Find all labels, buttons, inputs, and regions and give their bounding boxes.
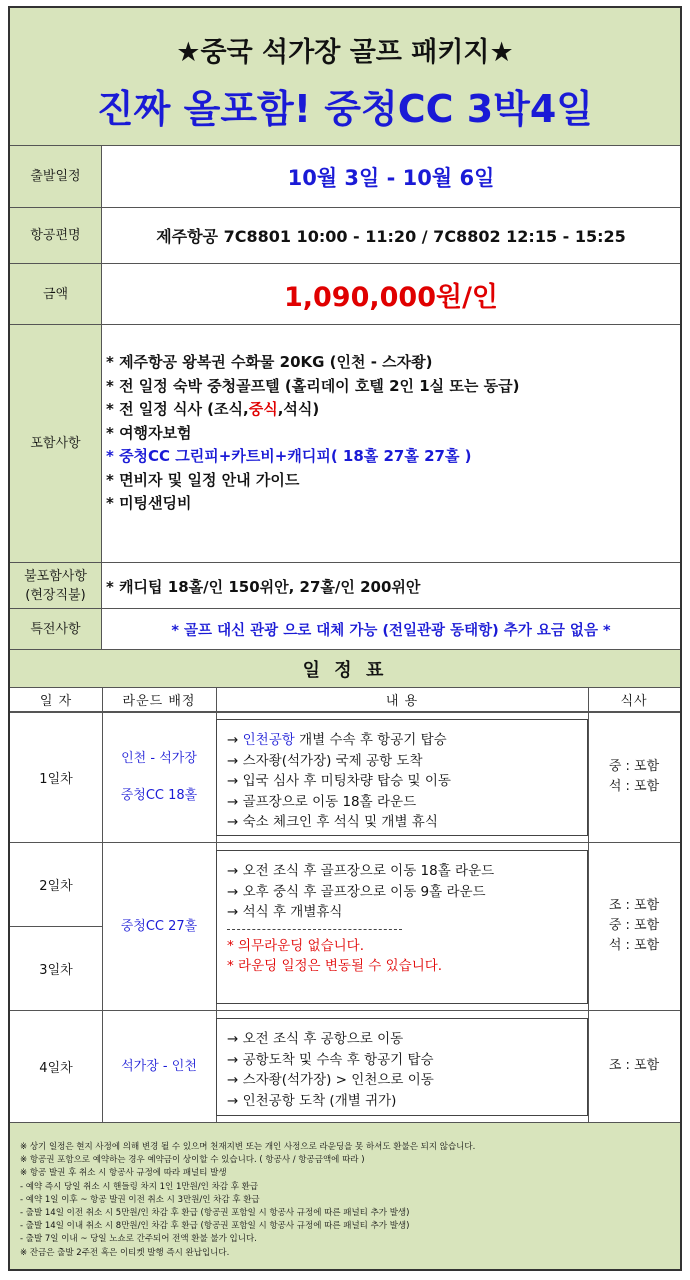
title-banner	[10, 8, 680, 146]
include-item: * 전 일정 식사 (조식,중식,석식)	[106, 400, 320, 418]
dashed-divider	[227, 929, 402, 930]
schedule-title: 일 정 표	[10, 650, 680, 688]
col-header-round: 라운드 배정	[102, 688, 216, 712]
schedule-note: * 라운딩 일정은 변동될 수 있습니다.	[227, 958, 443, 974]
day1-label: 1일차	[39, 771, 73, 787]
schedule-line: → 인천공항 도착 (개별 귀가)	[227, 1092, 397, 1109]
note-line: - 출발 7일 이내 ~ 당일 노쇼로 간주되어 전액 환불 불가 입니다.	[20, 1234, 257, 1245]
departure-label: 출발일정	[10, 146, 102, 207]
flight-label: 항공편명	[10, 208, 102, 263]
include-item: * 제주항공 왕복권 수화물 20KG (인천 - 스자좡)	[106, 353, 433, 371]
day23-meals: 조 : 포함 중 : 포함 석 : 포함	[608, 898, 660, 953]
includes-list	[106, 351, 519, 516]
schedule-line: → 공항도착 및 수속 후 항공기 탑승	[227, 1051, 434, 1068]
schedule-line: → 오전 조식 후 공항으로 이동	[227, 1031, 404, 1047]
departure-value: 10월 3일 - 10월 6일	[287, 165, 495, 190]
col-header-content: 내 용	[216, 688, 588, 712]
schedule-line: → 석식 후 개별휴식	[227, 904, 343, 920]
price-label: 금액	[10, 264, 102, 324]
schedule-line: → 스자좡(석가장) > 인천으로 이동	[227, 1072, 434, 1088]
day1-content	[216, 719, 588, 836]
schedule-line: → 골프장으로 이동 18홀 라운드	[227, 793, 417, 810]
special-row	[10, 609, 680, 650]
page-title: ★중국 석가장 골프 패키지★	[176, 37, 514, 68]
note-line: ※ 항공권 포함으로 예약하는 경우 예약금이 상이할 수 있습니다. ( 항공사 / 항공금액에 따라 )	[20, 1155, 365, 1166]
price-value: 1,090,000원/인	[283, 281, 499, 313]
day1-meals: 중 : 포함 석 : 포함	[608, 759, 660, 794]
day4-route: 석가장 - 인천	[121, 1058, 197, 1074]
day4-label: 4일차	[39, 1060, 73, 1076]
include-item: * 미팅샌딩비	[106, 494, 192, 512]
schedule-line: → 스자좡(석가장) 국제 공항 도착	[227, 752, 423, 769]
day1-route: 인천 - 석가장 중청CC 18홀	[120, 751, 198, 803]
col-header-day: 일 자	[10, 688, 102, 712]
note-line: - 출발 14일 이내 취소 시 8만원/인 차감 후 환급 (항공권 포함일 시 항공사 규정에 따른 패널티 추가 발생)	[20, 1221, 410, 1232]
day4-meals: 조 : 포함	[608, 1058, 660, 1073]
note-line: - 출발 14일 이전 취소 시 5만원/인 차감 후 환급 (항공권 포함일 시 항공사 규정에 따른 패널티 추가 발생)	[20, 1208, 410, 1219]
excludes-value: * 캐디팁 18홀/인 150위안, 27홀/인 200위안	[106, 578, 421, 596]
excludes-label: 불포함사항 (현장직불)	[10, 563, 102, 608]
schedule-line: → 인천공항 개별 수속 후 항공기 탑승	[227, 732, 447, 748]
schedule-line: → 입국 심사 후 미팅차량 탑승 및 이동	[227, 773, 451, 789]
flight-row	[10, 208, 680, 264]
include-item: * 여행자보험	[106, 423, 192, 442]
include-item: * 중청CC 그린피+카트비+캐디피( 18홀 27홀 27홀 )	[106, 447, 472, 465]
excludes-row	[10, 563, 680, 609]
note-line: - 예약 1일 이후 ~ 항공 발권 이전 취소 시 3만원/인 차감 후 환급	[20, 1194, 260, 1205]
schedule-note: * 의무라운딩 없습니다.	[227, 937, 364, 954]
special-label: 특전사항	[10, 609, 102, 649]
schedule-line: → 오후 중식 후 골프장으로 이동 9홀 라운드	[227, 883, 486, 900]
include-item: * 전 일정 숙박 중청골프텔 (홀리데이 호텔 2인 1실 또는 동급)	[106, 376, 520, 395]
price-row	[10, 264, 680, 325]
flight-value: 제주항공 7C8801 10:00 - 11:20 / 7C8802 12:15 - 15:25	[156, 227, 626, 246]
package-flyer	[8, 6, 682, 1271]
package-headline: 진짜 올포함! 중청CC 3박4일	[96, 87, 594, 131]
includes-label: 포함사항	[10, 325, 102, 562]
schedule-line: → 오전 조식 후 골프장으로 이동 18홀 라운드	[227, 863, 495, 879]
departure-row	[10, 146, 680, 208]
day23-route: 중청CC 27홀	[120, 918, 198, 934]
note-line: ※ 상기 일정은 현지 사정에 의해 변경 될 수 있으며 천재지변 또는 개인 사정으로 라운딩을 못 하셔도 환불은 되지 않습니다.	[20, 1142, 476, 1152]
terms-notes	[10, 1122, 680, 1269]
col-header-meal: 식사	[588, 688, 680, 712]
day23-content	[216, 850, 588, 1004]
day3-label: 3일차	[39, 962, 73, 978]
schedule-line: → 숙소 체크인 후 석식 및 개별 휴식	[227, 814, 438, 830]
day2-label: 2일차	[39, 878, 73, 894]
include-item: * 면비자 및 일정 안내 가이드	[106, 470, 300, 489]
includes-row	[10, 325, 680, 563]
day4-content	[216, 1018, 588, 1116]
special-value: * 골프 대신 관광 으로 대체 가능 (전일관광 동태항) 추가 요금 없음 *	[171, 622, 611, 639]
note-line: - 예약 즉시 당일 취소 시 핸들링 차지 1인 1만원/인 차감 후 환급	[20, 1181, 259, 1192]
note-line: ※ 항공 발권 후 취소 시 항공사 규정에 따라 패널티 발생	[20, 1168, 227, 1179]
note-line: ※ 잔금은 출발 2주전 혹은 이티켓 발행 즉시 완납입니다.	[20, 1247, 230, 1258]
